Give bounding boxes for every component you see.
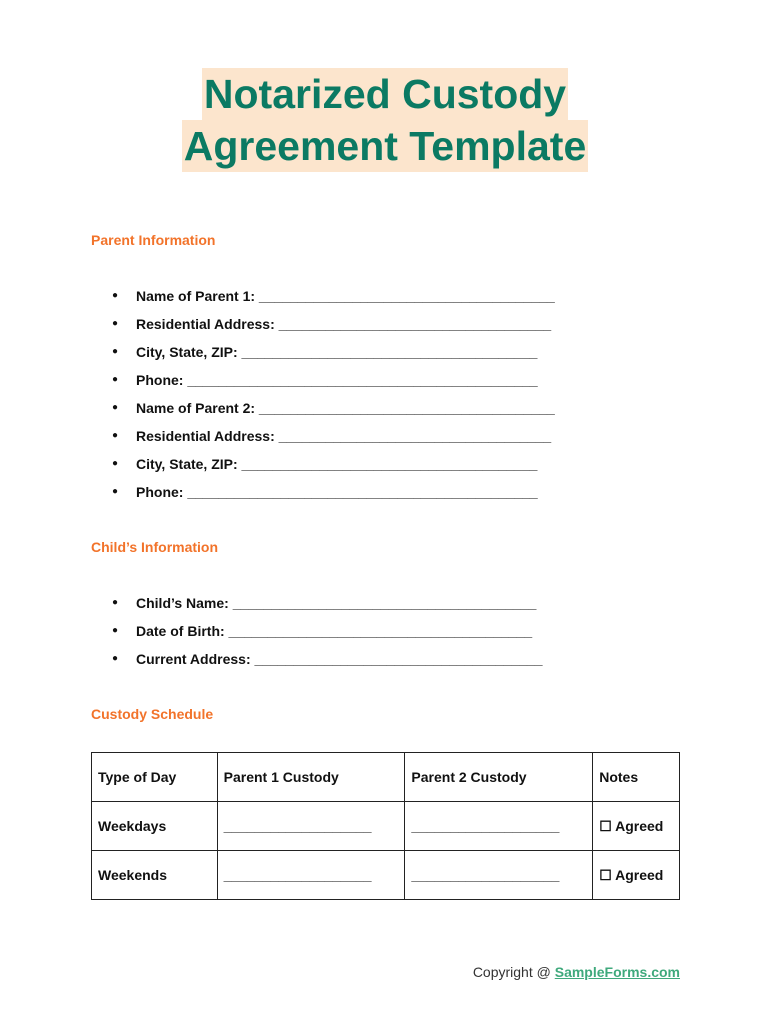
day-type-cell: Weekends [92,851,218,900]
field-parent1-address[interactable]: ● Residential Address: ___________________________________ [108,315,555,343]
table-header-row [92,753,680,802]
column-header: Parent 2 Custody [405,753,593,802]
field-parent1-name[interactable]: ● Name of Parent 1: ______________________________________ [108,287,555,315]
copyright-text: Copyright @ [472,964,555,980]
title-line-2: Agreement Template [182,120,589,172]
parent-info-heading: Parent Information [91,232,216,248]
parent2-custody-cell[interactable]: ___________________ [405,851,593,900]
table-row [92,802,680,851]
field-parent1-city-state-zip[interactable]: ● City, State, ZIP: ______________________________________ [108,343,555,371]
field-parent2-name[interactable]: ● Name of Parent 2: ______________________________________ [108,399,555,427]
child-info-heading: Child’s Information [91,539,219,555]
field-child-dob[interactable]: ● Date of Birth: _______________________________________ [108,622,543,650]
child-info-list [108,594,543,678]
parent-info-list [108,287,555,511]
field-child-name[interactable]: ● Child’s Name: _______________________________________ [108,594,543,622]
sampleforms-link[interactable]: SampleForms.com [554,964,680,980]
field-child-address[interactable]: ● Current Address: _____________________________________ [108,650,543,678]
parent1-custody-cell[interactable]: ___________________ [217,851,405,900]
day-type-cell: Weekdays [92,802,218,851]
copyright-footer [473,964,680,980]
field-parent1-phone[interactable]: ● Phone: _____________________________________________ [108,371,555,399]
table-row [92,851,680,900]
custody-schedule-heading: Custody Schedule [91,706,214,722]
field-parent2-phone[interactable]: ● Phone: _____________________________________________ [108,483,555,511]
field-parent2-address[interactable]: ● Residential Address: ___________________________________ [108,427,555,455]
column-header: Notes [593,753,680,802]
field-parent2-city-state-zip[interactable]: ● City, State, ZIP: ______________________________________ [108,455,555,483]
document-title [0,68,770,172]
agreed-checkbox[interactable]: ☐ Agreed [593,851,680,900]
column-header: Parent 1 Custody [217,753,405,802]
parent2-custody-cell[interactable]: ___________________ [405,802,593,851]
custody-schedule-table [91,752,680,900]
agreed-checkbox[interactable]: ☐ Agreed [593,802,680,851]
parent1-custody-cell[interactable]: ___________________ [217,802,405,851]
column-header: Type of Day [92,753,218,802]
title-line-1: Notarized Custody [202,68,568,120]
